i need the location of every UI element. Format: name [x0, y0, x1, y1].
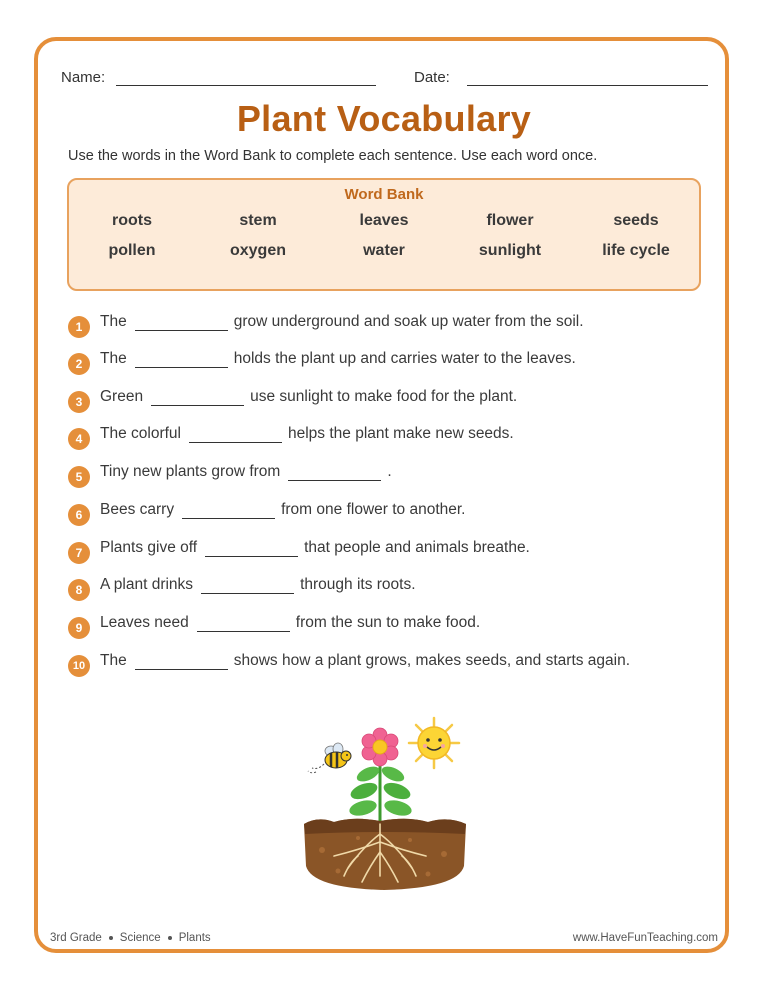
question-text: helps the plant make new seeds. — [287, 425, 514, 442]
plant-illustration — [298, 716, 470, 892]
question-text: The — [100, 313, 127, 330]
answer-blank[interactable] — [151, 389, 244, 406]
question-text: use sunlight to make food for the plant. — [250, 388, 518, 405]
footer-separator — [168, 936, 172, 940]
word-bank-word: pollen — [108, 242, 156, 259]
word-bank-word: roots — [112, 212, 152, 229]
question-text: from the sun to make food. — [295, 614, 481, 631]
question-item — [68, 648, 630, 674]
question-item — [68, 384, 517, 410]
word-bank-word: leaves — [359, 212, 409, 229]
question-text: The — [100, 350, 127, 367]
question-text: . — [387, 463, 392, 480]
question-number: 10 — [68, 655, 90, 677]
word-bank-word: water — [363, 242, 405, 259]
flower-icon — [348, 728, 414, 826]
question-item — [68, 309, 584, 335]
question-number: 3 — [68, 391, 90, 413]
word-bank-word: sunlight — [478, 242, 542, 259]
question-text: The colorful — [100, 425, 181, 442]
word-bank-row — [69, 212, 699, 230]
question-text: shows how a plant grows, makes seeds, and starts again. — [233, 652, 631, 669]
instructions: Use the words in the Word Bank to complete each sentence. Use each word once. — [68, 148, 598, 164]
footer-separator — [109, 936, 113, 940]
answer-blank[interactable] — [182, 502, 275, 519]
question-text: through its roots. — [300, 576, 416, 593]
bee-icon — [308, 743, 351, 773]
word-bank — [67, 178, 701, 291]
answer-blank[interactable] — [135, 314, 228, 331]
word-bank-row — [69, 242, 699, 260]
question-item — [68, 610, 480, 636]
question-text: grow underground and soak up water from the soil. — [233, 313, 584, 330]
sun-icon — [409, 718, 459, 768]
answer-blank[interactable] — [189, 426, 282, 443]
question-number: 1 — [68, 316, 90, 338]
question-number: 5 — [68, 466, 90, 488]
question-number: 7 — [68, 542, 90, 564]
question-text: from one flower to another. — [281, 501, 466, 518]
soil-roots-icon — [304, 819, 466, 890]
question-item — [68, 459, 392, 485]
question-text: The — [100, 652, 127, 669]
date-field[interactable] — [467, 85, 708, 86]
word-bank-title: Word Bank — [344, 186, 424, 203]
question-item — [68, 535, 530, 561]
question-item — [68, 346, 576, 372]
question-text: Tiny new plants grow from — [100, 463, 281, 480]
question-number: 6 — [68, 504, 90, 526]
answer-blank[interactable] — [135, 351, 228, 368]
question-text: Leaves need — [100, 614, 189, 631]
name-field[interactable] — [116, 85, 376, 86]
footer-website[interactable]: www.HaveFunTeaching.com — [572, 932, 718, 944]
footer-topic: Plants — [178, 932, 211, 944]
answer-blank[interactable] — [201, 577, 294, 594]
question-item — [68, 572, 416, 598]
footer-subject: Science — [119, 932, 161, 944]
word-bank-word: flower — [486, 212, 534, 229]
question-text: Bees carry — [100, 501, 175, 518]
question-text: Plants give off — [100, 539, 198, 556]
word-bank-word: life cycle — [602, 242, 670, 259]
footer-tags — [50, 932, 211, 944]
question-text: A plant drinks — [100, 576, 194, 593]
question-number: 9 — [68, 617, 90, 639]
footer-grade: 3rd Grade — [50, 932, 102, 944]
question-text: that people and animals breathe. — [304, 539, 530, 556]
answer-blank[interactable] — [135, 653, 228, 670]
name-label: Name: — [61, 69, 106, 86]
question-text: holds the plant up and carries water to the leaves. — [233, 350, 576, 367]
word-bank-word: seeds — [613, 212, 659, 229]
answer-blank[interactable] — [288, 464, 381, 481]
page-title: Plant Vocabulary — [236, 98, 532, 139]
question-number: 8 — [68, 579, 90, 601]
question-text: Green — [100, 388, 144, 405]
question-number: 4 — [68, 428, 90, 450]
word-bank-word: stem — [239, 212, 277, 229]
word-bank-word: oxygen — [229, 242, 286, 259]
date-label: Date: — [414, 69, 450, 86]
question-number: 2 — [68, 353, 90, 375]
answer-blank[interactable] — [197, 615, 290, 632]
answer-blank[interactable] — [205, 540, 298, 557]
question-item — [68, 497, 465, 523]
question-item — [68, 421, 514, 447]
